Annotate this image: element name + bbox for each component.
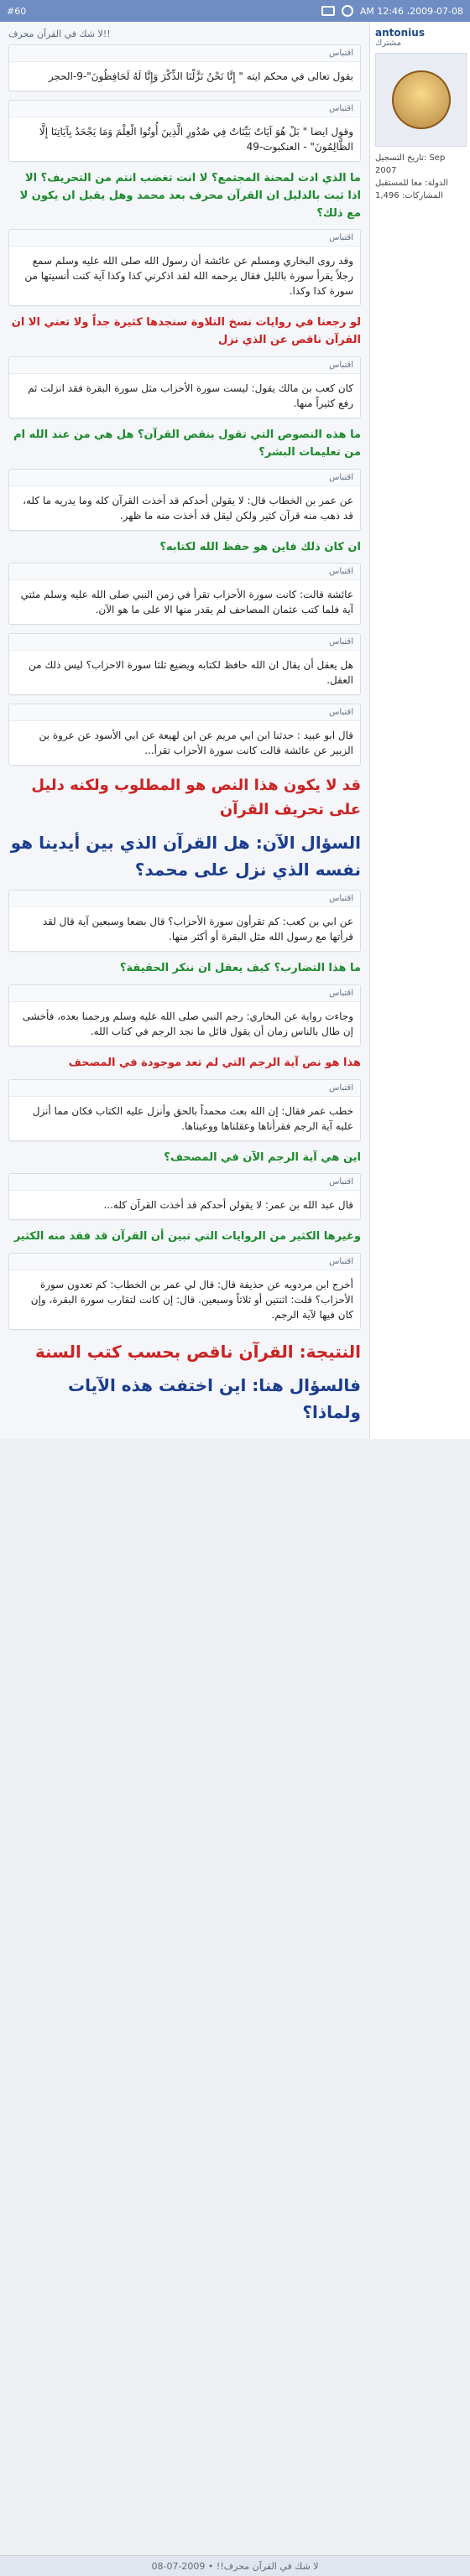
post-topbar [0, 0, 470, 22]
quote-text: وجاءت رواية عن البخاري: رجم النبي صلى الله عليه وسلم ورجمنا بعده، فأخشى إن طال بالناس زمان أن يقول قائل ما نجد الرجم في كتاب الله. [22, 1010, 353, 1037]
post-number: #60 [7, 5, 27, 17]
quote-text: عن عمر بن الخطاب قال: لا يقولن أحدكم قد أخذت القرآن كله وما يدريه ما كله، قد ذهب منه قرآن كثير ولكن ليقل قد أخذت منه ما ظهر. [23, 494, 353, 522]
quote-header: اقتباس [9, 1080, 360, 1097]
quote-block [8, 1253, 361, 1330]
quote-text: أخرج ابن مردويه عن حذيفة قال: قال لي عمر بن الخطاب: كم تعدون سورة الأحزاب؟ قلت: اثنتين أو ثلاثاً وسبعين. قال: إن كانت لتقارب سورة البقرة، وإن كان فيها لآية الرجم. [30, 1279, 353, 1322]
quote-text: هل يعقل أن يقال ان الله حافظ لكتابه ويضيع ثلثا سورة الاحزاب؟ ليس ذلك من العقل. [28, 659, 353, 687]
quote-header: اقتباس [9, 45, 360, 62]
user-stat: الدولة: معا للمستقبل [375, 179, 448, 188]
gear-icon[interactable] [342, 5, 353, 17]
quote-text: كان كعب بن مالك يقول: ليست سورة الأحزاب مثل سورة البقرة فقد انزلت ثم رفع كثيراً منها. [28, 382, 353, 409]
post-paragraph: وغيرها الكثير من الروايات التي تبين أن القرآن قد فقد منه الكثير [13, 1230, 361, 1244]
quote-block [8, 100, 361, 162]
quote-header: اقتباس [9, 704, 360, 721]
username[interactable]: antonius [375, 27, 425, 39]
post-paragraph: فالسؤال هنا: اين اختفت هذه الآيات ولماذا؟ [67, 1375, 361, 1423]
quote-text: قال عبد الله بن عمر: لا يقولن أحدكم قد أخذت القرآن كله... [103, 1199, 353, 1212]
quote-header: اقتباس [9, 1254, 360, 1270]
post-paragraph: ما هذا التضارب؟ كيف يعقل ان ننكر الحقيقة؟ [119, 961, 361, 974]
user-stat: المشاركات: 1,496 [375, 191, 443, 200]
quote-header: اقتباس [9, 634, 360, 651]
quote-text: قال ابو عبيد : حدثنا ابن ابي مريم عن ابن لهيعة عن ابي الأسود عن عروة بن الزبير عن عائشة قالت كانت سورة الأحزاب تقرأ... [39, 730, 353, 757]
post-paragraph: ما هذه النصوص التي تقول بنقص القرآن؟ هل هي من عند الله ام من تعليمات البشر؟ [13, 428, 361, 459]
post-paragraph: السؤال الآن: هل القرآن الذي بين أيدينا هو نفسه الذي نزل على محمد؟ [10, 832, 361, 880]
quote-block [8, 1079, 361, 1141]
quote-block [8, 469, 361, 531]
quote-text: وقول ايضا " بَلْ هُوَ آيَاتٌ بَيِّنَاتٌ فِي صُدُورِ الَّذِينَ أُوتُوا الْعِلْمَ وَمَا يَجْحَدُ بِآيَاتِنَا إِلَّا الظَّالِمُونَ" - العنكبوت-49 [39, 126, 353, 153]
quote-header: اقتباس [9, 1174, 360, 1191]
user-pane [369, 22, 470, 1439]
quote-block [8, 356, 361, 418]
post [0, 22, 470, 1439]
post-date: AM 12:46 ،2009-07-08 [359, 5, 463, 17]
quote-header: اقتباس [9, 230, 360, 247]
post-title: لا شك في القرآن محرف!! [8, 29, 111, 39]
quote-header: اقتباس [9, 470, 360, 486]
avatar [375, 53, 467, 147]
post-paragraph: لو رجعنا في روايات نسخ التلاوة سنجدها كثيرة جداً ولا تعني الا ان القرآن ناقص عن الذي نزل [11, 316, 361, 347]
quote-block [8, 44, 361, 91]
user-stats [375, 152, 465, 202]
message-icon[interactable] [321, 6, 335, 16]
user-role: مشترك [375, 39, 402, 48]
footer-text: لا شك في القرآن محرف!! • 2009-07-08 [151, 2560, 319, 2572]
quote-text: بقول تعالى في محكم ايته " إِنَّا نَحْنُ نَزَّلْنَا الذِّكْرَ وَإِنَّا لَهُ لَحَافِظُونَ"-9-الحجر [48, 70, 353, 82]
post-paragraph: قد لا يكون هذا النص هو المطلوب ولكنه دليل على تحريف القرآن [31, 776, 361, 819]
quote-block [8, 229, 361, 306]
quote-header: اقتباس [9, 357, 360, 374]
post-paragraph: النتيجة: القرآن ناقص بحسب كتب السنة [34, 1342, 361, 1363]
quote-text: عائشة قالت: كانت سورة الأحزاب تقرأ في زمن النبي صلى الله عليه وسلم مئتي آية فلما كتب عثمان المصاحف لم يقدر منها الا على ما هو الآن. [20, 589, 353, 616]
post-title-row [8, 29, 361, 39]
quote-text: خطب عمر فقال: إن الله بعث محمداً بالحق وأنزل عليه الكتاب فكان مما أنزل عليه آية الرجم فقرأناها وعقلناها ووعيناها. [32, 1104, 353, 1132]
crest-icon [392, 70, 451, 129]
quote-block [8, 984, 361, 1046]
quote-header: اقتباس [9, 891, 360, 907]
user-stat: تاريخ التسجيل: Sep 2007 [375, 153, 446, 175]
post-content [0, 22, 369, 1439]
quote-block [8, 633, 361, 695]
post-paragraph: ما الذي ادت لمحنة المجتمع؟ لا انت تغضب انتم من التحريف؟ الا اذا ثبت بالدليل ان القرآن محرف بعد محمد وهل يقبل ان يكون لا مع ذلك؟ [19, 172, 361, 220]
quote-block [8, 704, 361, 766]
quote-text: وقد روى البخاري ومسلم عن عائشة أن رسول الله صلى الله عليه وسلم سمع رجلاً يقرأ سورة بالليل فقال يرحمه الله لقد اذكرني كذا وكذا آية كنت أنسيتها من سورة كذا وكذا. [24, 255, 353, 298]
quote-block [8, 1173, 361, 1220]
footer-bar [0, 2555, 470, 2576]
quote-text: عن ابي بن كعب: كم تقرأون سورة الأحزاب؟ قال بضعا وسبعين آية قال لقد قرأتها مع رسول الله مثل البقرة أو أكثر منها. [42, 915, 353, 943]
quote-header: اقتباس [9, 101, 360, 117]
quote-block [8, 890, 361, 952]
post-paragraph: هذا هو نص آية الرجم التي لم تعد موجودة في المصحف [68, 1056, 361, 1069]
quote-header: اقتباس [9, 564, 360, 580]
post-paragraph: اين هي آية الرجم الآن في المصحف؟ [164, 1150, 361, 1164]
post-paragraph: ان كان ذلك فاين هو حفظ الله لكتابه؟ [159, 540, 361, 553]
quote-block [8, 563, 361, 625]
quote-header: اقتباس [9, 985, 360, 1002]
